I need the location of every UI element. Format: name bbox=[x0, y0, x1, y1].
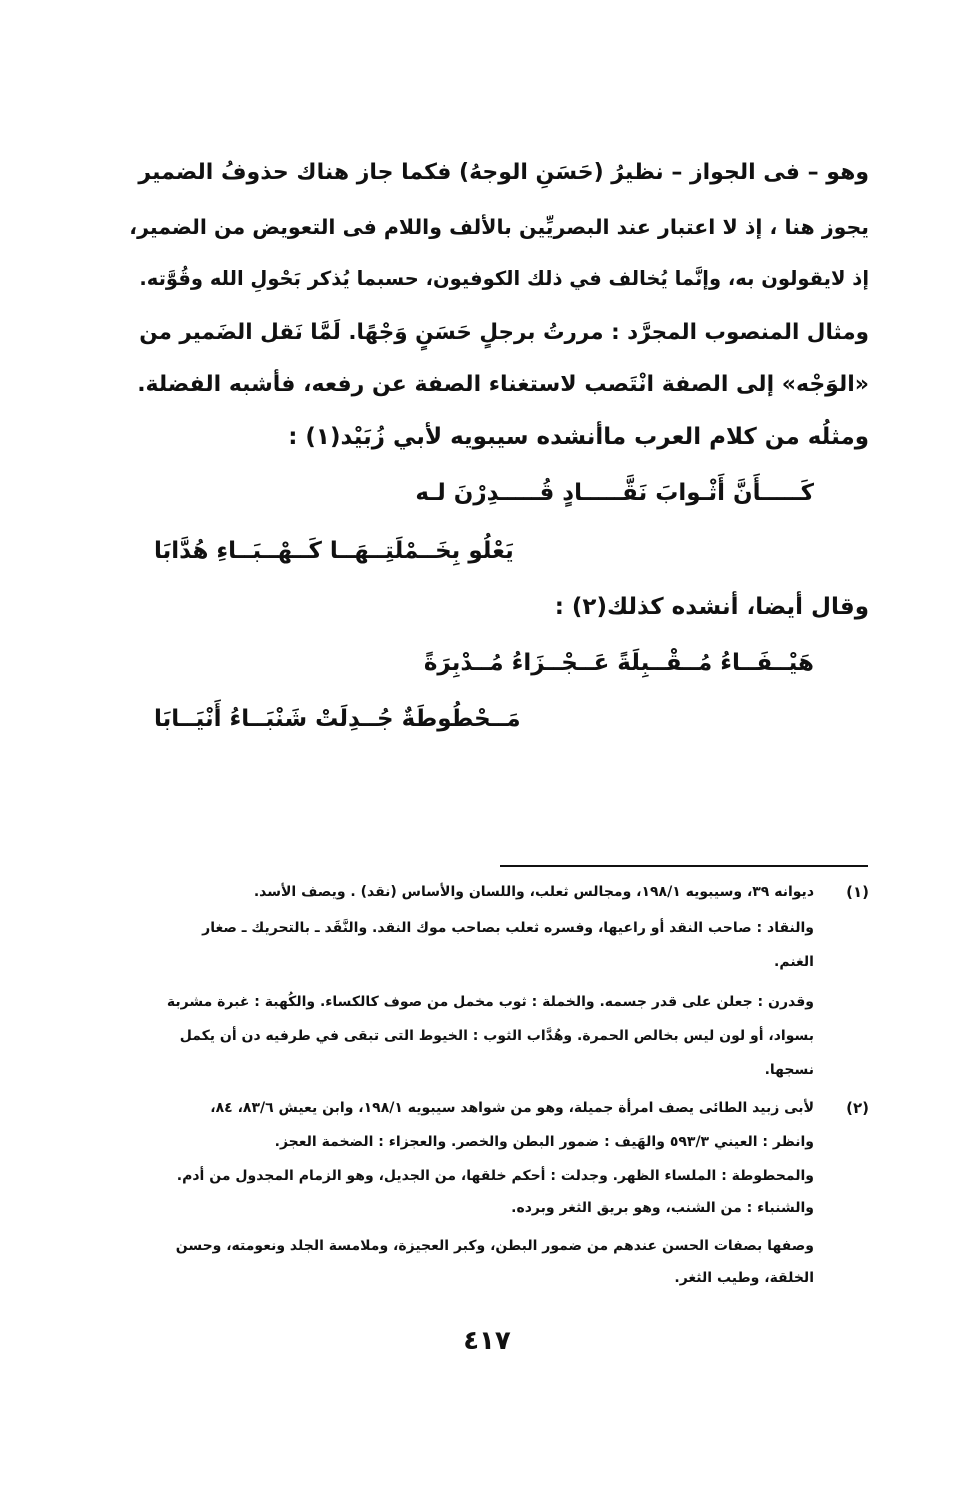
footnote-2-line: لأبى زبيد الطائى يصف امرأة جميلة، وهو من شواهد سيبويه ١٩٨/١، وابن يعيش ٨٣/٦، ٨٤، bbox=[210, 1100, 814, 1116]
footnote-1-line: الغنم. bbox=[774, 954, 814, 970]
footnote-2-line: والمحطوطة : الملساء الظهر. وجدلت : أحكم خلقها، من الجديل، وهو الزمام المجدول من أدم. bbox=[176, 1168, 814, 1184]
body-line-1: وهو – فى الجواز – نظيرُ (حَسَنِ الوجهُ) فكما جاز هناك حذوفُ الضمير bbox=[138, 160, 869, 185]
verse-2-first-hemistich: هَيْــفَــاءُ مُــقْــبِلَةً عَــجْــزَاءُ مُــدْبِرَةً bbox=[423, 650, 814, 676]
footnote-1-line: ديوانه ٣٩، وسيبويه ١٩٨/١، ومجالس ثعلب، واللسان والأساس (نقد) . ويصف الأسد. bbox=[253, 884, 814, 900]
verse-1-first-hemistich: كَـــــأَنَّ أَثْـوابَ نَقَّـــــادٍ قُـــــدِرْنَ لـه bbox=[415, 480, 814, 506]
footnote-1-line: وقدرن : جعلن على قدر جسمه. والخملة : ثوب مخمل من صوف كالكساء. والكُهبة : غبرة مشربة bbox=[166, 994, 814, 1010]
body-line-4: ومثال المنصوب المجرَّد : مررتُ برجلٍ حَسَنٍ وَجْهًا. لَمَّا نَقل الضَمير من bbox=[139, 320, 869, 345]
footnote-1-line: بسواد، أو لون ليس بخالص الحمرة. وهُدَّاب الثوب : الخيوط التى تبقى في طرفيه دن أن يكمل bbox=[179, 1028, 814, 1044]
body-line-3: إذ لايقولون به، وإنَّما يُخالف في ذلك الكوفيون، حسبما يُذكر بَحْولِ الله وقُوَّته. bbox=[139, 267, 869, 290]
body-line-6: ومثلُه من كلام العرب ماأنشده سيبويه لأبي زُبَيْد(١) : bbox=[288, 424, 869, 450]
verse-1-second-hemistich: يَعْلُو بِخَــمْلَتِــهَــا كَــهْــبَــاءِ هُدَّابَا bbox=[154, 538, 514, 564]
footnote-2-line: والشنباء : من الشنب، وهو بريق الثغر وبرده. bbox=[511, 1200, 814, 1216]
body-line-2: يجوز هنا ، إذ لا اعتبار عند البصريِّين بالألف واللام فى التعويض من الضمير، bbox=[129, 215, 869, 239]
page-number: ٤١٧ bbox=[463, 1326, 511, 1356]
footnote-2-line: الخلقة، وطيب الثغر. bbox=[674, 1270, 814, 1286]
footnote-2-line: وانظر : العيني ٥٩٣/٣ والهَيف : ضمور البطن والخصر. والعجزاء : الضخمة العجز. bbox=[274, 1134, 814, 1150]
footnote-1-line: والنقاد : صاحب النقد أو راعيها، وفسره ثعلب بصاحب موك النقد. والنَّقَد ـ بالتحريك ـ صغار bbox=[202, 920, 814, 936]
body-line-intro-2: وقال أيضا، أنشده كذلك(٢) : bbox=[554, 594, 869, 620]
footnote-1-number: (١) bbox=[846, 883, 869, 901]
footnote-separator bbox=[500, 865, 868, 867]
footnote-2-line: وصفها بصفات الحسن عندهم من ضمور البطن، وكبر العجيزة، وملامسة الجلد ونعومته، وحسن bbox=[175, 1238, 814, 1254]
footnote-2-number: (٢) bbox=[846, 1099, 869, 1117]
body-line-5: «الوَجْه» إلى الصفة انْتَصب لاستغناء الصفة عن رفعه، فأشبه الفضلة. bbox=[137, 372, 869, 397]
footnote-1-line: نسجها. bbox=[764, 1062, 814, 1078]
verse-2-second-hemistich: مَــحْطُوطَةٌ جُــدِلَتْ شَنْبَــاءُ أَنْيَــابَا bbox=[154, 706, 521, 732]
